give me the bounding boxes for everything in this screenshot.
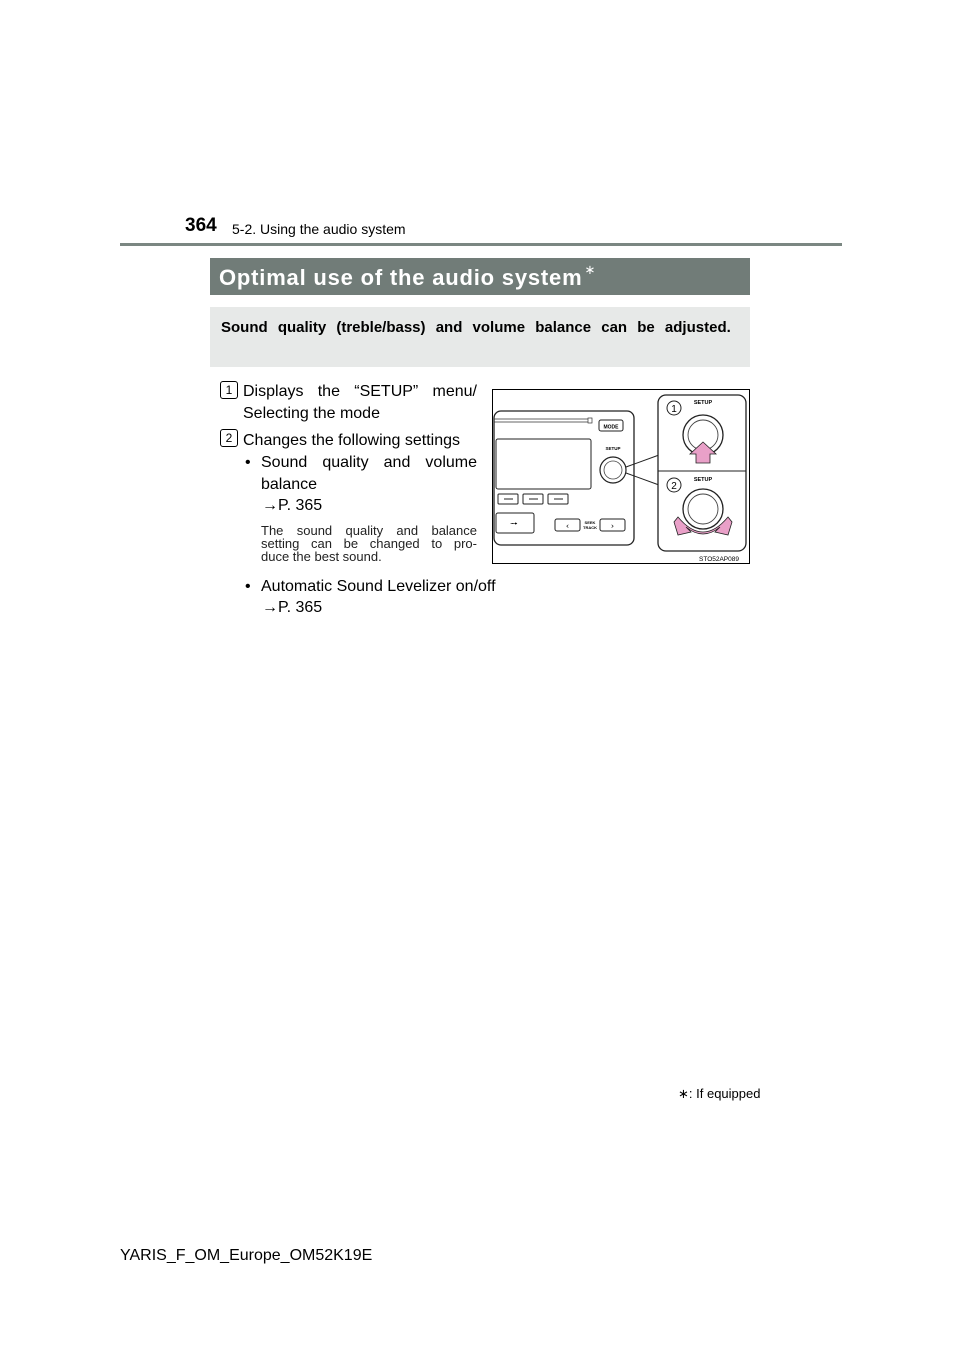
document-id: YARIS_F_OM_Europe_OM52K19E — [120, 1247, 373, 1264]
note-text: duce the best sound. — [261, 549, 382, 564]
page-reference — [262, 497, 322, 515]
seek-label: SEEK — [584, 520, 596, 525]
setup-knob-label: SETUP — [605, 446, 621, 451]
note-text: The sound quality and balance — [261, 523, 477, 538]
usb-icon: ⭬ — [510, 519, 518, 530]
sub-item-text: Automatic Sound Levelizer on/off — [261, 578, 496, 595]
callout-number-1: 1 — [671, 404, 677, 415]
footnote — [678, 1086, 760, 1102]
item-number-badge: 1 — [220, 381, 238, 399]
page-reference-text: P. 365 — [278, 599, 323, 616]
setup-label-2: SETUP — [693, 477, 713, 483]
bullet: • — [245, 454, 251, 471]
image-code: STO52AP089 — [699, 556, 739, 563]
item-text: Displays the “SETUP” menu/ — [243, 383, 477, 400]
setup-knob-inner — [604, 461, 622, 479]
section-title-bar — [210, 258, 750, 295]
item-text: Selecting the mode — [243, 405, 380, 422]
setup-knob-detail-2-inner — [688, 494, 718, 524]
chevron-left-icon: ‹ — [565, 521, 570, 531]
equipment-asterisk: ∗ — [584, 262, 597, 277]
footnote-asterisk: ∗ — [678, 1086, 689, 1101]
footnote-text: : If equipped — [688, 1086, 761, 1101]
display-screen — [496, 439, 591, 489]
sub-item-text: balance — [261, 476, 318, 493]
note-text: setting can be changed to pro- — [261, 536, 477, 551]
page-reference-text: P. 365 — [278, 497, 323, 514]
page-reference — [262, 599, 322, 617]
bullet: • — [245, 578, 251, 595]
header-divider — [120, 243, 842, 246]
setup-label-1: SETUP — [693, 400, 713, 406]
mode-label: MODE — [603, 424, 619, 431]
eject-mark — [588, 418, 592, 423]
item-number-badge: 2 — [220, 429, 238, 447]
chevron-right-icon: › — [610, 521, 615, 531]
section-label: 5-2. Using the audio system — [232, 221, 406, 237]
sub-item-text: Sound quality and volume — [261, 454, 477, 471]
arrow-icon: → — [262, 497, 278, 514]
callout-number-2: 2 — [671, 481, 677, 492]
page-number: 364 — [185, 215, 217, 236]
arrow-icon: → — [262, 599, 278, 616]
item-text: Changes the following settings — [243, 432, 461, 449]
track-label: TRACK — [583, 525, 597, 530]
audio-panel-illustration — [492, 389, 750, 564]
intro-box: Sound quality (treble/bass) and volume balance can be adjusted. — [210, 307, 750, 367]
section-title: Optimal use of the audio system — [219, 265, 583, 290]
